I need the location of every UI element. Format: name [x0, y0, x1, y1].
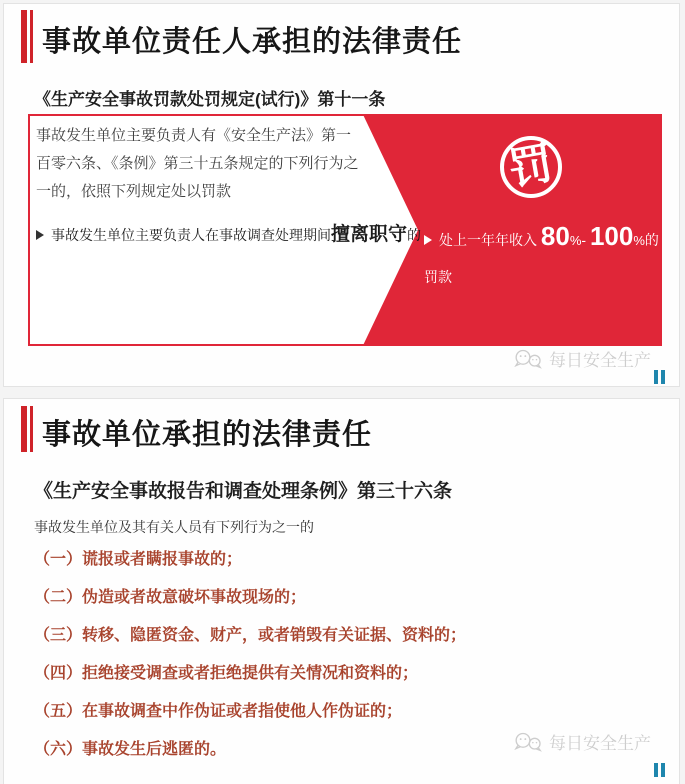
bullet-arrow-icon: [36, 230, 44, 240]
page-title: 事故单位承担的法律责任: [42, 419, 373, 451]
regulation-subtitle: 《生产安全事故罚款处罚规定(试行)》第十一条: [34, 90, 386, 109]
list-item: （三）转移、隐匿资金、财产，或者销毁有关证据、资料的；: [34, 627, 467, 644]
slide-card-responsible-person: [3, 3, 680, 387]
intro-paragraph: 事故发生单位主要负责人有《安全生产法》第一百零六条、《条例》第三十五条规定的下列行为之一的，依照下列规定处以罚款: [36, 127, 359, 200]
pause-bars-icon: [654, 763, 665, 777]
pause-bars-icon: [654, 370, 665, 384]
violation-list: [34, 549, 466, 777]
bullet-arrow-icon: [424, 235, 432, 245]
watermark-text: 每日安全生产: [549, 734, 651, 753]
list-item: （一）谎报或者瞒报事故的；: [34, 551, 243, 568]
penalty-prefix: 处上一年年收入: [439, 232, 541, 248]
penalty-banner: [28, 114, 662, 346]
penalty-suffix: 的罚款: [424, 232, 659, 285]
watermark: [513, 346, 651, 371]
violation-text-suffix: 的: [407, 227, 422, 243]
violation-text-prefix: 事故发生单位主要负责人在事故调查处理期间: [51, 227, 331, 243]
violation-text-bold: 擅离职守: [331, 224, 408, 245]
title-accent-bars: [21, 406, 33, 452]
slide-card-unit-liability: [3, 398, 680, 784]
watermark-text: 每日安全生产: [549, 351, 651, 370]
intro-paragraph: 事故发生单位及其有关人员有下列行为之一的: [34, 519, 314, 535]
page-title: 事故单位责任人承担的法律责任: [42, 26, 463, 58]
penalty-percent-low: 80: [540, 221, 570, 251]
wechat-icon: [513, 348, 543, 370]
list-item: （二）伪造或者故意破坏事故现场的；: [34, 589, 307, 606]
list-item: （五）在事故调查中作伪证或者指使他人作伪证的；: [34, 703, 403, 720]
violation-bullet: [36, 219, 421, 246]
list-item: （六）事故发生后逃匿的。: [34, 741, 227, 758]
watermark: [513, 729, 651, 754]
title-accent-bars: [21, 10, 33, 63]
wechat-icon: [513, 731, 543, 753]
penalty-amount-bullet: 处上一年年收入 80%- 100%的罚款: [424, 221, 659, 285]
list-item: （四）拒绝接受调查或者拒绝提供有关情况和资料的；: [34, 665, 419, 682]
regulation-subtitle: 《生产安全事故报告和调查处理条例》第三十六条: [34, 481, 453, 502]
penalty-percent-high: 100: [589, 221, 634, 251]
fine-stamp-icon: 罚: [500, 136, 562, 198]
